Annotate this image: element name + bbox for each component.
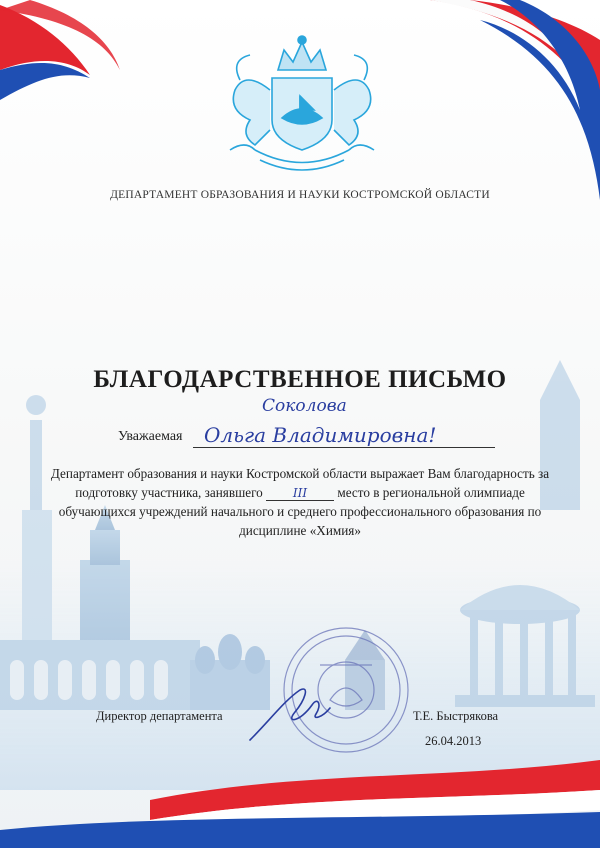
document-title: БЛАГОДАРСТВЕННОЕ ПИСЬМО xyxy=(93,366,507,393)
signatory-name: Т.Е. Быстрякова xyxy=(413,709,499,723)
place-blank xyxy=(266,486,334,501)
place-value: III xyxy=(292,486,308,500)
handwritten-name: Ольга Владимировна! xyxy=(204,423,437,447)
flag-ribbon-top-left xyxy=(0,0,120,100)
handwritten-surname: Соколова xyxy=(262,396,347,416)
body-text-part2: место в региональной олимпиаде обучающихся учреждений начального и среднего профессионального образования по дисциплине «Химия» xyxy=(58,485,542,538)
document-date: 26.04.2013 xyxy=(425,734,482,748)
coat-of-arms-icon xyxy=(230,36,374,170)
body-text-part1: Департамент образования и науки Костромской области выражает Вам благодарность за подготовку участника, занявшего xyxy=(50,466,550,500)
flag-ribbon-top-right xyxy=(430,0,600,200)
signatory-position: Директор департамента xyxy=(96,709,223,723)
salutation-label: Уважаемая xyxy=(118,429,183,444)
organization-header: ДЕПАРТАМЕНТ ОБРАЗОВАНИЯ И НАУКИ КОСТРОМСКОЙ ОБЛАСТИ xyxy=(110,189,490,201)
letter-body xyxy=(40,464,560,540)
name-underline xyxy=(193,447,495,448)
